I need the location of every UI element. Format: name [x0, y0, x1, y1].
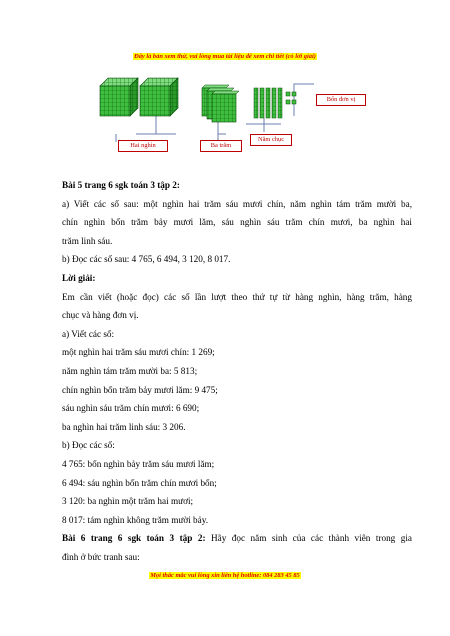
label-tens: Năm chục [250, 134, 292, 146]
bai6-line2: đình ở bức tranh sau: [62, 551, 140, 562]
bai5-a-line3: trăm linh sáu. [62, 235, 113, 246]
bai6-title: Bài 6 trang 6 sgk toán 3 tập 2: [62, 533, 206, 544]
a-answer: sáu nghìn sáu trăm chín mươi: 6 690; [62, 403, 200, 414]
a-answer: ba nghìn hai trăm linh sáu: 3 206. [62, 421, 186, 432]
solution-intro-line1: Em cần viết (hoặc đọc) các số lần lượt theo thứ tự từ hàng nghìn, hàng trăm, hàng [62, 291, 412, 302]
a-answer: chín nghìn bốn trăm bảy mươi lăm: 9 475; [62, 384, 218, 395]
hundred-flats [202, 85, 239, 122]
ten-rod [254, 88, 258, 118]
ten-rod [260, 88, 264, 118]
bai6-line1 [62, 529, 412, 548]
hundred-flat [212, 91, 239, 122]
solution-intro-line2: chục và hàng đơn vị. [62, 310, 139, 321]
ten-rod [278, 88, 282, 118]
b-answer: 8 017: tám nghìn không trăm mười bảy. [62, 514, 209, 525]
bai5-b-line: b) Đọc các số sau: 4 765, 6 494, 3 120, 8 017. [62, 254, 231, 265]
unit-cube [292, 92, 296, 96]
place-value-figure [96, 74, 374, 158]
thousand-cubes [100, 78, 178, 116]
b-answer: 3 120: ba nghìn một trăm hai mươi; [62, 496, 194, 507]
solution-title: Lời giải: [62, 272, 96, 283]
a-answer: một nghìn hai trăm sáu mươi chín: 1 269; [62, 347, 215, 358]
label-hundreds: Ba trăm [200, 140, 242, 152]
b-answer: 6 494: sáu nghìn bốn trăm chín mươi bốn; [62, 477, 217, 488]
ten-rods [254, 88, 282, 118]
bai5-a-line1: a) Viết các số sau: một nghìn hai trăm sáu mươi chín, năm nghìn tám trăm mười ba, [62, 198, 412, 209]
b-heading: b) Đọc các số: [62, 440, 115, 451]
unit-cube [286, 100, 290, 104]
label-thousands: Hai nghìn [118, 140, 168, 152]
a-answer: năm nghìn tám trăm mười ba: 5 813; [62, 365, 198, 376]
ten-rod [266, 88, 270, 118]
unit-cube [292, 100, 296, 104]
a-heading: a) Viết các số: [62, 328, 115, 339]
bai5-a-line2: chín nghìn bốn trăm bảy mươi lăm, sáu nghìn sáu trăm chín mươi, ba nghìn hai [62, 217, 412, 228]
bai6-text: Hãy đọc năm sinh của các thành viên trong gia [205, 533, 412, 544]
thousand-cube [140, 78, 178, 116]
label-units: Bốn đơn vị [316, 94, 366, 106]
thousand-cube [100, 78, 138, 116]
bai5-title: Bài 5 trang 6 sgk toán 3 tập 2: [62, 180, 180, 190]
hotline-banner: Mọi thắc mắc vui lòng xin liên hệ hotline: 084 283 45 85 [150, 572, 300, 579]
b-answer: 4 765: bốn nghìn bảy trăm sáu mươi lăm; [62, 458, 215, 469]
unit-cube [286, 92, 290, 96]
preview-banner: Đây là bản xem thử, vui lòng mua tài liệu để xem chi tiết (có lời giải) [134, 53, 316, 60]
ten-rod [272, 88, 276, 118]
exercise-content [62, 176, 412, 566]
